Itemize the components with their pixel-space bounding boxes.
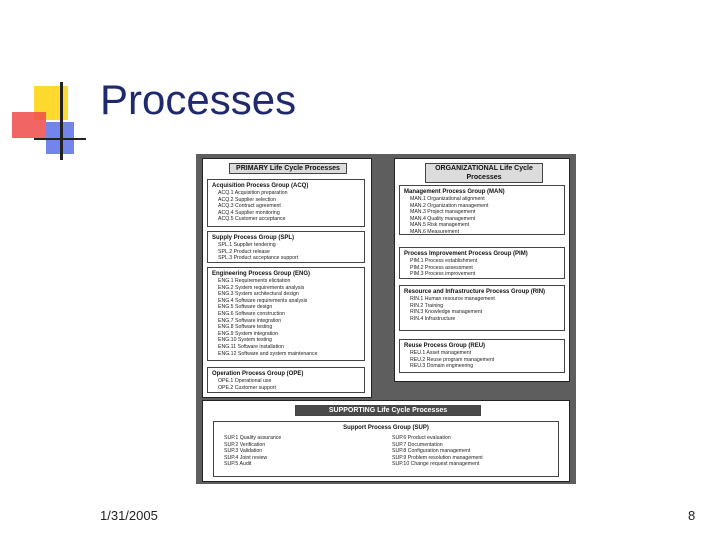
list-item: SUP.9 Problem resolution management [392, 454, 483, 461]
group-title: Management Process Group (MAN) [404, 189, 505, 195]
rin-group [399, 285, 565, 331]
list-item: PIM.3 Process improvement [410, 271, 476, 278]
list-item: ENG.8 Software testing [218, 324, 273, 331]
list-item: SPL.3 Product acceptance support [218, 255, 299, 262]
list-item: MAN.2 Organization management [410, 202, 489, 209]
supporting-panel-title: SUPPORTING Life Cycle Processes [295, 405, 481, 416]
list-item: ACQ.5 Customer acceptance [218, 216, 286, 223]
list-item: ENG.3 System architectural design [218, 291, 299, 298]
primary-panel [202, 158, 372, 398]
process-diagram [196, 154, 576, 484]
group-title: Support Process Group (SUP) [343, 425, 429, 431]
list-item: PIM.1 Process establishment [410, 258, 478, 264]
list-item: REU.1 Asset management [410, 350, 472, 356]
sup-column-1 [218, 435, 386, 468]
list-item: SUP.6 Product evaluation [392, 435, 451, 441]
list-item: SUP.1 Quality assurance [224, 435, 282, 441]
list-item: ACQ.4 Supplier monitoring [218, 209, 280, 216]
list-item: MAN.6 Measurement [410, 228, 460, 235]
group-title: Acquisition Process Group (ACQ) [212, 183, 309, 189]
list-item: ENG.12 Software and system maintenance [218, 350, 318, 357]
list-item: ENG.6 Software construction [218, 310, 285, 317]
list-item: ACQ.2 Supplier selection [218, 196, 276, 203]
list-item: ACQ.3 Contract agreement [218, 203, 281, 210]
group-title: Engineering Process Group (ENG) [212, 271, 311, 277]
list-item: ENG.7 Software integration [218, 317, 282, 324]
list-item: RIN.4 Infrastructure [410, 315, 456, 322]
list-item: RIN.1 Human resource management [410, 296, 495, 302]
eng-group [207, 267, 365, 361]
sup-columns [218, 435, 554, 468]
acq-group [207, 179, 365, 227]
list-item: SUP.3 Validation [224, 448, 263, 455]
slide-date: 1/31/2005 [100, 508, 158, 523]
list-item: ENG.9 System integration [218, 330, 278, 337]
slide-title: Processes [100, 76, 297, 123]
slide-logo [8, 82, 88, 162]
list-item: SPL.2 Product release [218, 248, 270, 255]
logo-red-square [12, 112, 46, 138]
group-title: Resource and Infrastructure Process Group (RIN) [404, 289, 546, 295]
sup-group [213, 421, 559, 477]
organizational-panel [394, 158, 570, 382]
list-item: SUP.7 Documentation [392, 441, 443, 448]
man-group [399, 185, 565, 235]
list-item: MAN.3 Project management [410, 209, 476, 216]
organizational-panel-title: ORGANIZATIONAL Life Cycle Processes [425, 163, 543, 183]
list-item: SUP.8 Configuration management [392, 448, 471, 455]
group-title: Operation Process Group (OPE) [212, 371, 304, 377]
list-item: MAN.5 Risk management [410, 222, 470, 229]
list-item: ENG.5 Software design [218, 304, 273, 311]
list-item: ACQ.1 Acquisition preparation [218, 190, 288, 196]
list-item: ENG.1 Requirements elicitation [218, 278, 291, 284]
pim-group [399, 247, 565, 279]
group-title: Supply Process Group (SPL) [212, 235, 295, 241]
reu-group [399, 339, 565, 373]
group-title: Process Improvement Process Group (PIM) [404, 251, 528, 257]
logo-horizontal-line [34, 138, 86, 140]
list-item: PIM.2 Process assessment [410, 264, 473, 271]
list-item: SUP.10 Change request management [392, 461, 480, 468]
list-item: ENG.2 System requirements analysis [218, 284, 305, 291]
slide-page-number: 8 [688, 508, 696, 523]
list-item: REU.3 Domain engineering [410, 363, 474, 370]
list-item: SPL.1 Supplier tendering [218, 242, 276, 248]
list-item: REU.2 Reuse program management [410, 356, 495, 363]
spl-group [207, 231, 365, 263]
list-item: OPE.1 Operational use [218, 378, 272, 384]
list-item: MAN.4 Quality management [410, 215, 476, 222]
list-item: ENG.11 Software installation [218, 343, 284, 350]
list-item: RIN.3 Knowledge management [410, 309, 483, 316]
list-item: RIN.2 Training [410, 302, 444, 309]
group-title: Reuse Process Group (REU) [404, 343, 486, 349]
logo-vertical-line [60, 82, 63, 160]
list-item: MAN.1 Organizational alignment [410, 196, 485, 202]
list-item: OPE.2 Customer support [218, 384, 276, 391]
list-item: SUP.2 Verification [224, 441, 266, 448]
sup-column-2 [386, 435, 554, 468]
ope-group [207, 367, 365, 393]
supporting-panel [202, 400, 570, 482]
list-item: SUP.5 Audit [224, 461, 252, 468]
list-item: SUP.4 Joint review [224, 454, 268, 461]
list-item: ENG.4 Software requirements analysis [218, 297, 308, 304]
list-item: ENG.10 System testing [218, 337, 272, 344]
primary-panel-title: PRIMARY Life Cycle Processes [229, 163, 347, 174]
